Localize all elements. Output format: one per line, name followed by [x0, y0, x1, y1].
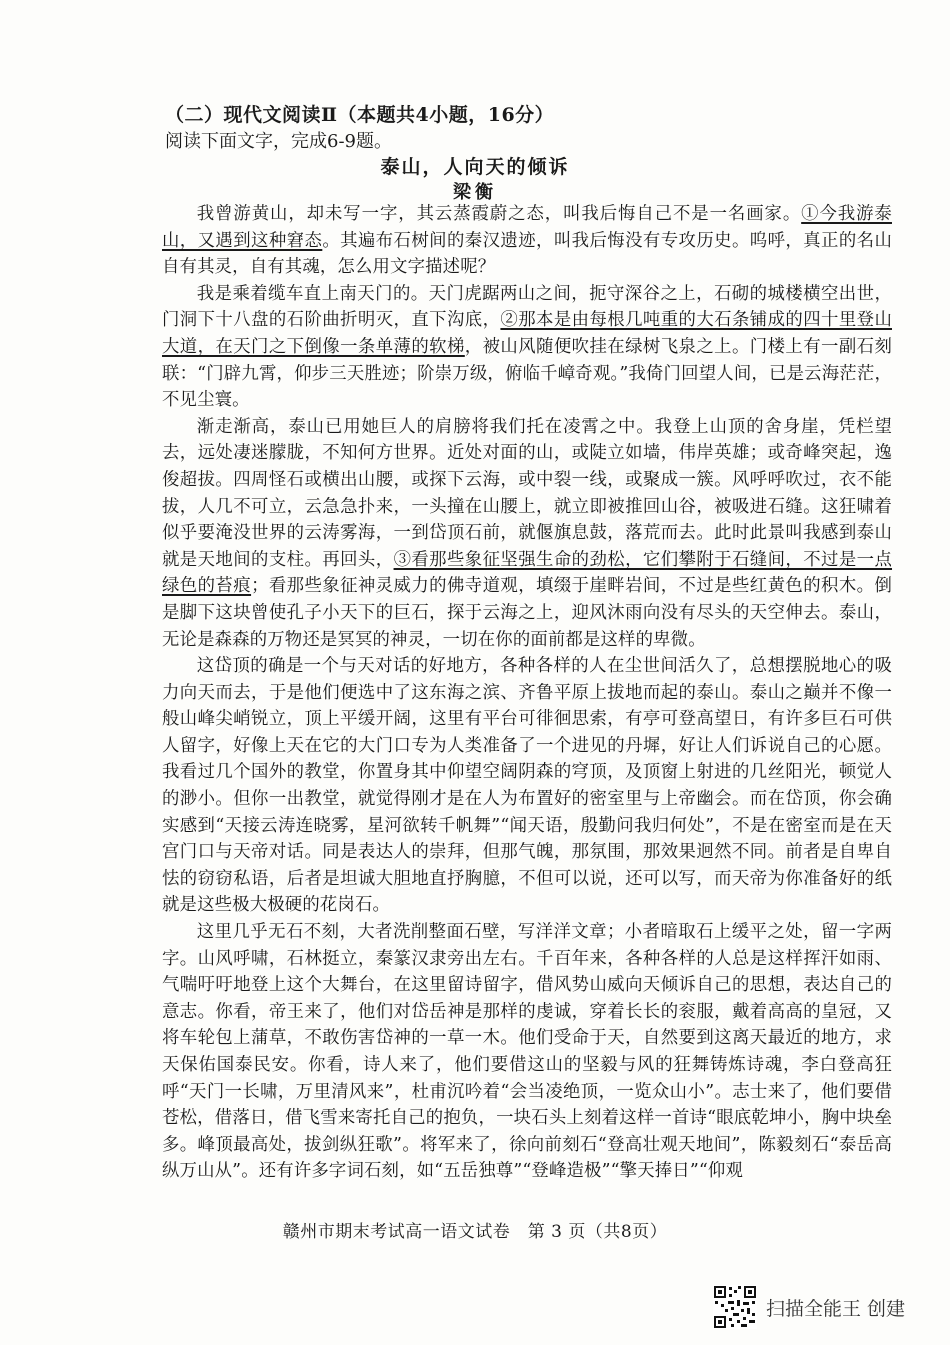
paragraph-5: 这里几乎无石不刻，大者洗削整面石壁，写洋洋文章；小者暗取石上缓平之处，留一字两字。山风呼啸，石林挺立，秦篆汉隶旁出左右。千百年来，各种各样的人总是这样挥汗如雨、气喘吁吁地登上这个大舞台，在这里留诗留字，借风势山威向天倾诉自己的思想，表达自己的意志。你看，帝王来了，他们对岱岳神是那样的虔诚，穿着长长的衮服，戴着高高的皇冠，又将车轮包上蒲草，不敢伤害岱神的一草一木。他们受命于天，自然要到这离天最近的地方，求天保佑国泰民安。你看，诗人来了，他们要借这山的坚毅与风的狂舞铸炼诗魂，李白登高狂呼“天门一长啸，万里清风来”，杜甫沉吟着“会当凌绝顶，一览众山小”。志士来了，他们要借苍松，借落日，借飞雪来寄托自己的抱负，一块石头上刻着这样一首诗“眼底乾坤小，胸中块垒多。峰顶最高处，拔剑纵狂歌”。将军来了，徐向前刻石“登高壮观天地间”，陈毅刻石“泰岳高纵万山从”。还有许多字词石刻，如“五岳独尊”“登峰造极”“擎天捧日”“仰观: [162, 922, 892, 1182]
qr-code-icon: [713, 1285, 757, 1329]
underlined-sentence-2: ②那本是由每根几吨重的大石条铺成的四十里登山大道，在天门之下倒像一条单薄的软梯: [162, 310, 892, 357]
paragraph-text: 渐走渐高，泰山已用她巨人的肩膀将我们托在凌霄之中。我登上山顶的舍身崖，凭栏望去，远处凄迷朦胧，不知何方世界。近处对面的山，或陡立如墙，伟岸英雄；或奇峰突起，逸俊超拔。四周怪石或横出山腰，或探下云海，或中裂一线，或聚成一簇。风呼呼吹过，衣不能拔，人几不可立，云急急扑来，一头撞在山腰上，就立即被推回山谷，被吸进石缝。这狂啸着似乎要淹没世界的云涛雾海，一到岱顶石前，就偃旗息鼓，落荒而去。此时此景叫我感到泰山就是天地间的支柱。再回头，: [162, 416, 892, 570]
paragraph-3: [162, 414, 892, 653]
section-title: （二）现代文阅读Ⅱ（本题共4小题，16分）: [165, 104, 555, 126]
paragraph-1: [162, 201, 892, 281]
paragraph-text: 我是乘着缆车直上南天门的。天门虎踞两山之间，扼守深谷之上，石砌的城楼横空出世，门洞下十八盘的石阶曲折明灭，直下沟底，: [162, 283, 892, 331]
paragraph-text: ；看那些象征神灵威力的佛寺道观，填缀于崖畔岩间，不过是些红黄色的积木。倒是脚下这块曾使孔子小天下的巨石，探于云海之上，迎风沐雨向没有尽头的天空伸去。泰山，无论是森森的万物还是冥冥的神灵，一切在你的面前都是这样的卑微。: [162, 576, 892, 650]
article-title: 泰山，人向天的倾诉: [380, 156, 570, 178]
paragraph-text: 。其遍布石树间的秦汉遗迹，叫我后悔没有专攻历史。呜呼，真正的名山自有其灵，自有其魂，怎么用文字描述呢？: [162, 230, 892, 278]
underlined-sentence-1: ①今我游泰山，又遇到这种窘态: [162, 204, 892, 251]
paragraph-text: 我曾游黄山，却未写一字，其云蒸霞蔚之态，叫我后悔自己不是一名画家。: [196, 204, 802, 224]
reading-instruction: 阅读下面文字，完成6-9题。: [165, 131, 392, 152]
paragraph-text: ，被山风随便吹挂在绿树飞泉之上。门楼上有一副石刻联：“门辟九霄，仰步三天胜迹；阶崇万级，俯临千嶂奇观。”我倚门回望人间，已是云海茫茫，不见尘寰。: [162, 336, 892, 411]
article-author: 梁衡: [453, 182, 497, 203]
page-footer: 赣州市期末考试高一语文试卷 第 3 页（共8页）: [282, 1222, 668, 1242]
scanner-watermark: 扫描全能王 创建: [766, 1298, 906, 1320]
underlined-sentence-3: ③看那些象征坚强生命的劲松，它们攀附于石缝间，不过是一点绿色的苔痕: [162, 549, 893, 597]
paragraph-2: [162, 281, 892, 414]
paragraph-4: 这岱顶的确是一个与天对话的好地方，各种各样的人在尘世间活久了，总想摆脱地心的吸力向天而去，于是他们便选中了这东海之滨、齐鲁平原上拔地而起的泰山。泰山之巅并不像一般山峰尖峭锐立，顶上平缓开阔，这里有平台可徘徊思索，有亭可登高望日，有许多巨石可供人留字，好像上天在它的大门口专为人类准备了一个进见的丹墀，好让人们诉说自己的心愿。我看过几个国外的教堂，你置身其中仰望空阔阴森的穹顶，及顶窗上射进的几丝阳光，顿觉人的渺小。但你一出教堂，就觉得刚才是在人为布置好的密室里与上帝幽会。而在岱顶，你会确实感到“天接云涛连晓雾，星河欲转千帆舞”“闻天语，殷勤问我归何处”，不是在密室而是在天宫门口与天帝对话。同是表达人的崇拜，但那气魄，那氛围，那效果迥然不同。前者是自卑自怯的窃窃私语，后者是坦诚大胆地直抒胸臆，不但可以说，还可以写，而天帝为你准备好的纸就是这些极大极硬的花岗石。: [162, 656, 892, 916]
article-body: [162, 201, 892, 1185]
